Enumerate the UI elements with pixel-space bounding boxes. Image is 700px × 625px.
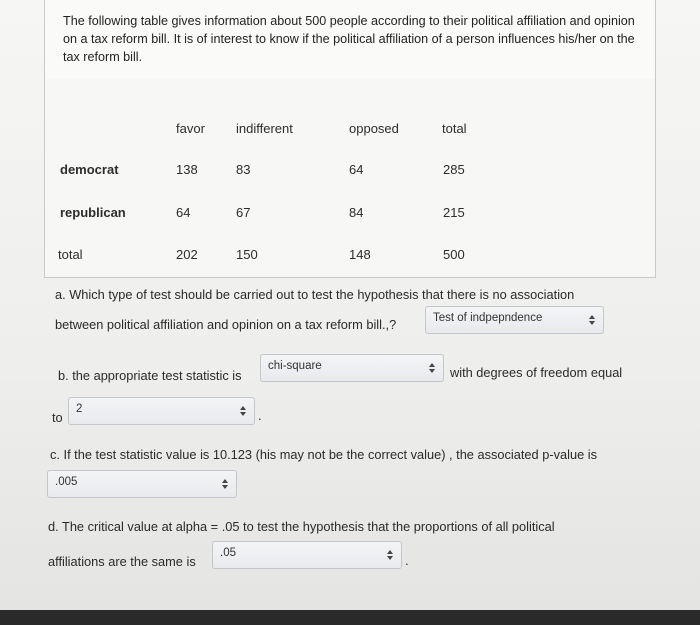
question-a-line1: a. Which type of test should be carried out to test the hypothesis that there is no association bbox=[55, 287, 575, 302]
table-cell: 67 bbox=[236, 205, 251, 220]
question-c-text: c. If the test statistic value is 10.123 (his may not be the correct value) , the associated p-value is bbox=[50, 447, 597, 462]
question-b-text: b. the appropriate test statistic is bbox=[58, 368, 242, 383]
critical-value-value: .05 bbox=[220, 547, 236, 559]
test-type-select[interactable] bbox=[425, 306, 604, 334]
select-updown-icon bbox=[588, 313, 596, 327]
degrees-of-freedom-value: 2 bbox=[76, 403, 83, 415]
test-statistic-value: chi-square bbox=[268, 360, 322, 372]
row-label-total: total bbox=[58, 247, 83, 262]
question-b-to: to bbox=[52, 410, 63, 425]
p-value-select[interactable] bbox=[47, 470, 237, 498]
table-cell: 202 bbox=[176, 247, 198, 262]
select-updown-icon bbox=[386, 548, 394, 562]
question-d-line2: affiliations are the same is bbox=[48, 554, 196, 569]
header-total: total bbox=[442, 121, 467, 136]
select-updown-icon bbox=[239, 404, 247, 418]
header-indifferent: indifferent bbox=[236, 121, 293, 136]
period-d: . bbox=[405, 553, 409, 568]
header-favor: favor bbox=[176, 121, 205, 136]
select-updown-icon bbox=[428, 361, 436, 375]
table-cell: 150 bbox=[236, 247, 258, 262]
bottom-bezel bbox=[0, 610, 700, 625]
table-cell: 285 bbox=[443, 162, 465, 177]
select-updown-icon bbox=[221, 477, 229, 491]
table-cell: 84 bbox=[349, 205, 364, 220]
test-type-value: Test of indpepndence bbox=[433, 312, 543, 324]
row-label-republican: republican bbox=[60, 205, 126, 220]
table-cell: 64 bbox=[176, 205, 191, 220]
table-cell: 83 bbox=[236, 162, 251, 177]
question-a-line2: between political affiliation and opinion on a tax reform bill.,? bbox=[55, 317, 397, 332]
table-cell: 215 bbox=[443, 205, 465, 220]
test-statistic-select[interactable] bbox=[260, 354, 444, 382]
question-d-line1: d. The critical value at alpha = .05 to test the hypothesis that the proportions of all political bbox=[48, 519, 555, 534]
table-cell: 148 bbox=[349, 247, 371, 262]
critical-value-select[interactable] bbox=[212, 541, 402, 569]
row-label-democrat: democrat bbox=[60, 162, 119, 177]
period-b: . bbox=[258, 408, 262, 423]
table-cell: 138 bbox=[176, 162, 198, 177]
degrees-of-freedom-select[interactable] bbox=[68, 397, 255, 425]
table-cell: 500 bbox=[443, 247, 465, 262]
header-opposed: opposed bbox=[349, 121, 399, 136]
question-b-suffix: with degrees of freedom equal bbox=[450, 365, 623, 380]
p-value-value: .005 bbox=[55, 476, 78, 488]
table-cell: 64 bbox=[349, 162, 364, 177]
intro-text: The following table gives information about 500 people according to their political affiliation and opinion on a tax reform bill. It is of interest to know if the political affiliation of a person influences his/her on the tax reform bill. bbox=[63, 14, 635, 64]
